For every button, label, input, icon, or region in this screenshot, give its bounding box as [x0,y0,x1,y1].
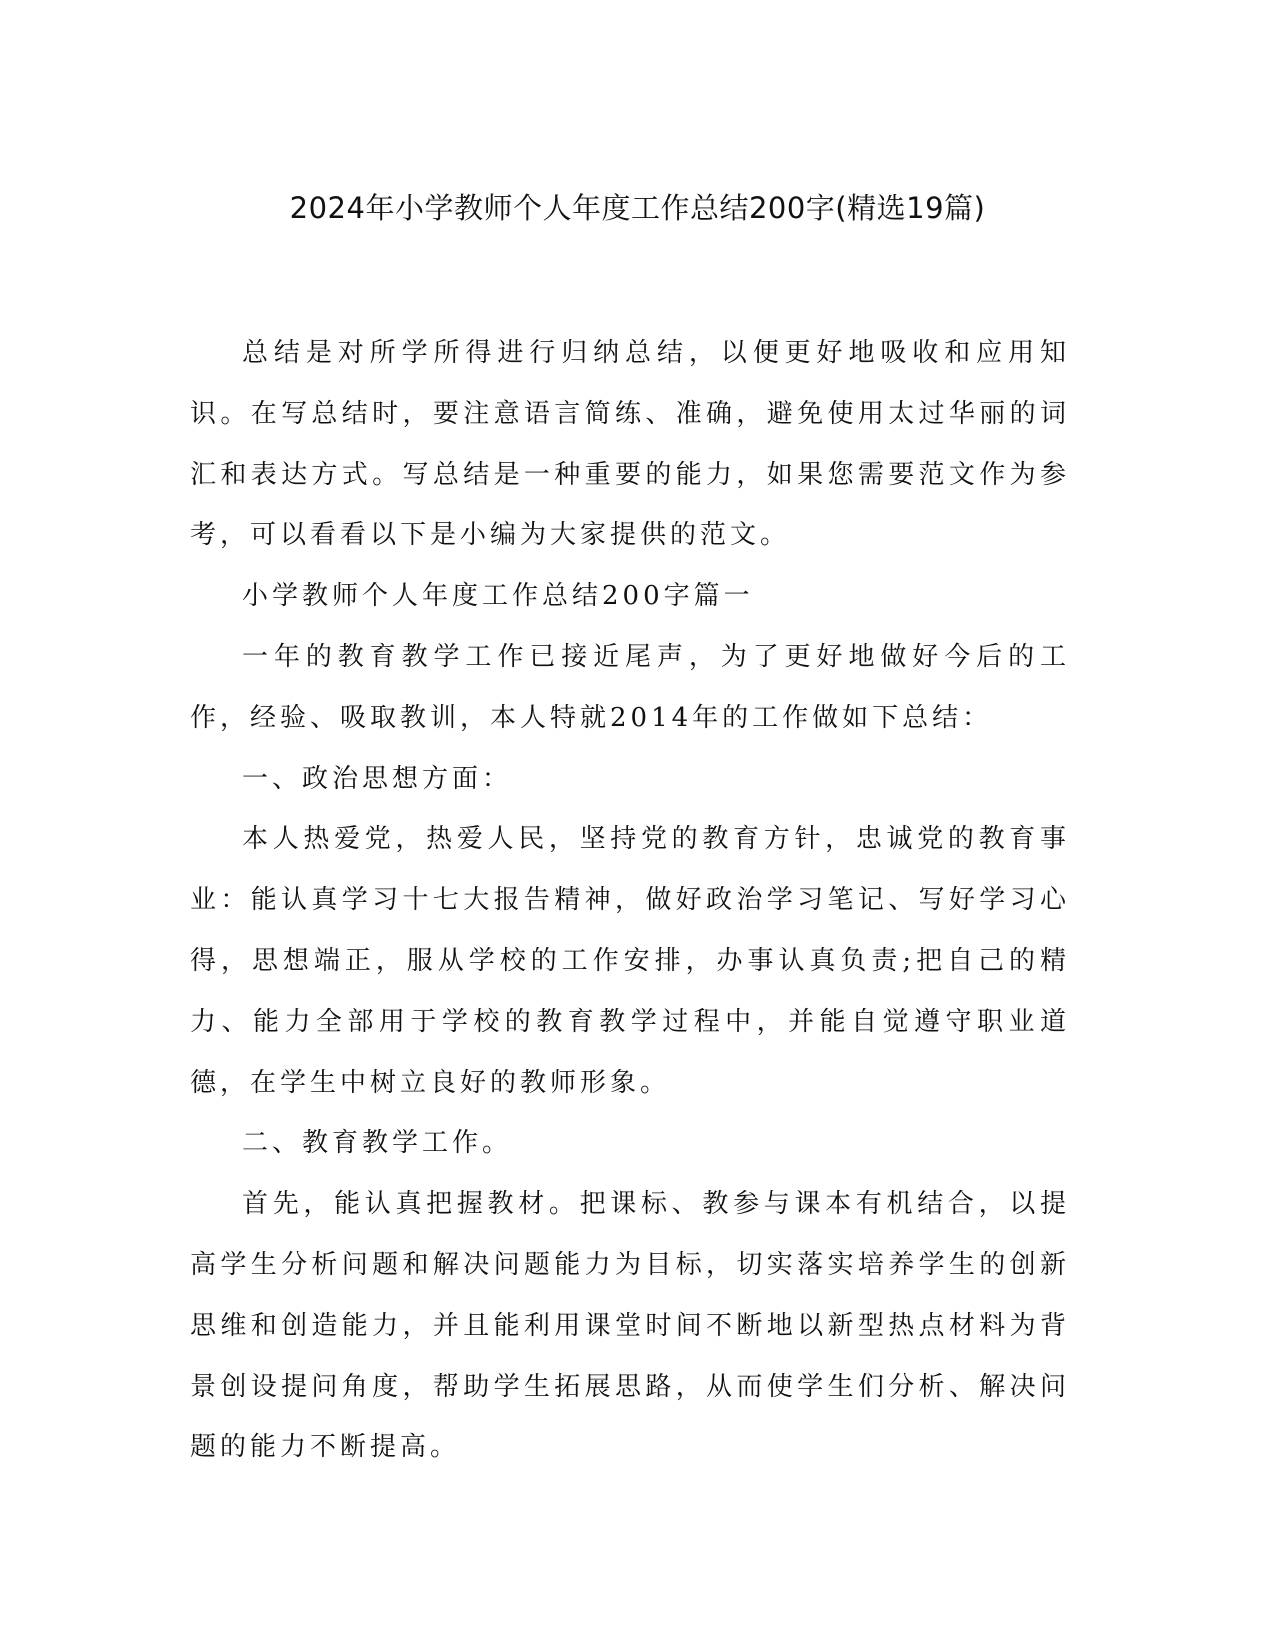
opening-paragraph: 一年的教育教学工作已接近尾声，为了更好地做好今后的工作，经验、吸取教训，本人特就2014年的工作做如下总结： [190,641,1070,733]
teaching-work-paragraph: 首先，能认真把握教材。把课标、教参与课本有机结合，以提高学生分析问题和解决问题能力为目标，切实落实培养学生的创新思维和创造能力，并且能利用课堂时间不断地以新型热点材料为背景创设提问角度，帮助学生拓展思路，从而使学生们分析、解决问题的能力不断提高。 [190,1189,1070,1463]
political-thought-paragraph: 本人热爱党，热爱人民，坚持党的教育方针，忠诚党的教育事业：能认真学习十七大报告精神，做好政治学习笔记、写好学习心得，思想端正，服从学校的工作安排，办事认真负责;把自己的精力、能力全部用于学校的教育教学过程中，并能自觉遵守职业道德，在学生中树立良好的教师形象。 [190,824,1070,1098]
heading-teaching-work: 二、教育教学工作。 [242,1128,513,1159]
document-body [190,323,1070,1478]
section-heading-part-one: 小学教师个人年度工作总结200字篇一 [242,581,754,612]
intro-paragraph: 总结是对所学所得进行归纳总结，以便更好地吸收和应用知识。在写总结时，要注意语言简练、准确，避免使用太过华丽的词汇和表达方式。写总结是一种重要的能力，如果您需要范文作为参考，可以看看以下是小编为大家提供的范文。 [190,338,1070,551]
heading-political-thought: 一、政治思想方面： [242,763,513,794]
document-title: 2024年小学教师个人年度工作总结200字(精选19篇) [289,191,986,225]
